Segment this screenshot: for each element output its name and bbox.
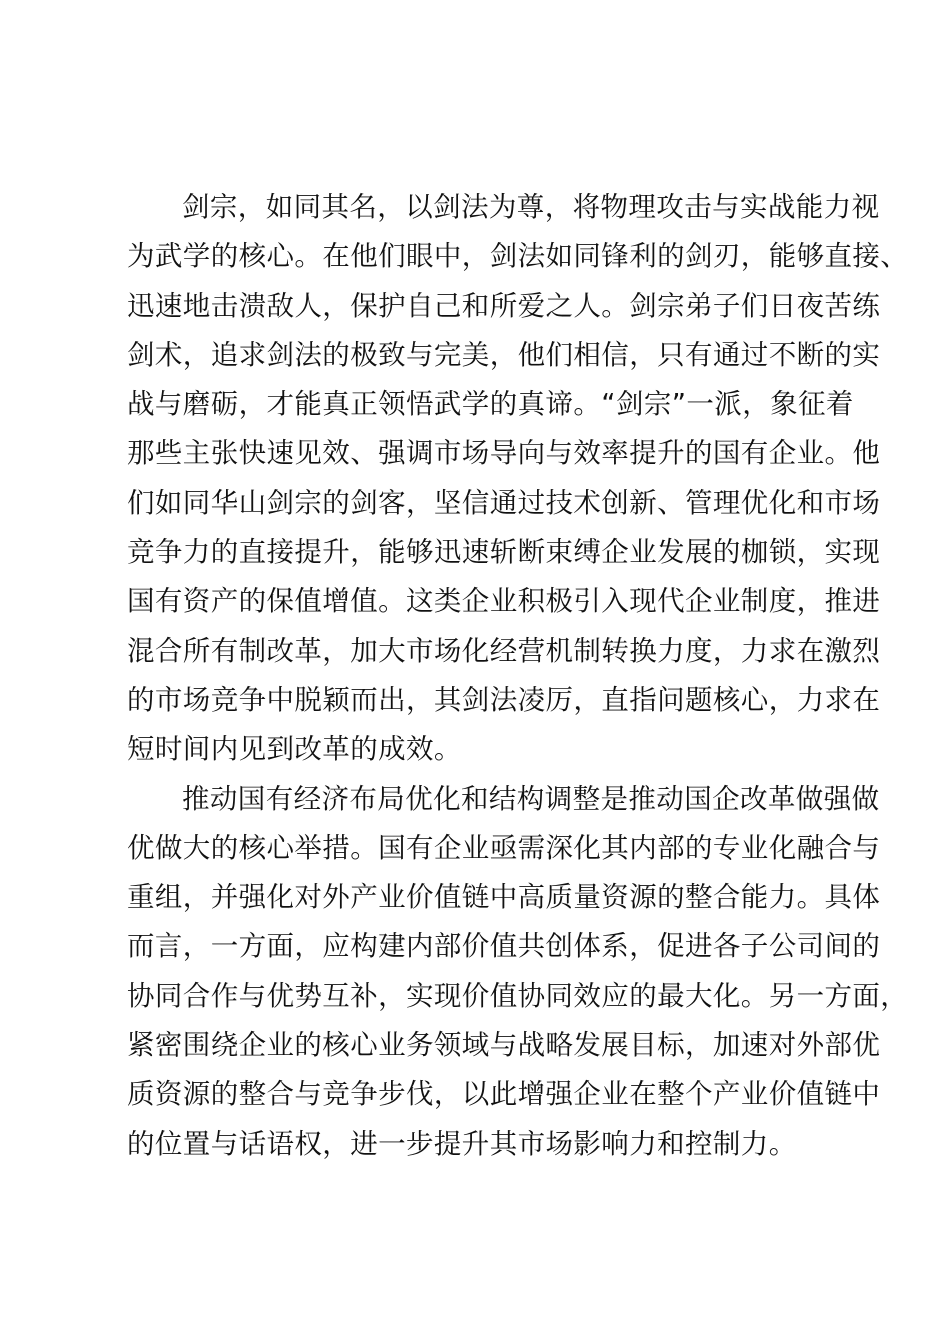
text-line: 优做大的核心举措。国有企业亟需深化其内部的专业化融合与 [127, 831, 881, 864]
text-line: 重组，并强化对外产业价值链中高质量资源的整合能力。具体 [127, 881, 881, 914]
text-line: 战与磨砺，才能真正领悟武学的真谛。“剑宗”一派，象征着 [127, 388, 854, 421]
text-line: 而言，一方面，应构建内部价值共创体系，促进各子公司间的 [127, 930, 881, 963]
text-line: 推动国有经济布局优化和结构调整是推动国企改革做强做 [182, 782, 880, 815]
text-line: 的市场竞争中脱颖而出，其剑法凌厉，直指问题核心，力求在 [127, 683, 881, 716]
text-line: 短时间内见到改革的成效。 [127, 733, 462, 766]
text-line: 紧密围绕企业的核心业务领域与战略发展目标，加速对外部优 [127, 1029, 881, 1062]
body-text [127, 183, 909, 1169]
text-line: 混合所有制改革，加大市场化经营机制转换力度，力求在激烈 [127, 634, 881, 667]
text-line: 的位置与话语权，进一步提升其市场影响力和控制力。 [127, 1127, 797, 1160]
text-line: 协同合作与优势互补，实现价值协同效应的最大化。另一方面， [127, 979, 909, 1012]
text-line: 竞争力的直接提升，能够迅速斩断束缚企业发展的枷锁，实现 [127, 536, 881, 569]
text-line: 们如同华山剑宗的剑客，坚信通过技术创新、管理优化和市场 [127, 486, 881, 519]
paragraph-2 [127, 775, 909, 1169]
text-line: 为武学的核心。在他们眼中，剑法如同锋利的剑刃，能够直接、 [127, 240, 909, 273]
paragraph-1 [127, 183, 909, 775]
text-line: 那些主张快速见效、强调市场导向与效率提升的国有企业。他 [127, 437, 881, 470]
text-line: 国有资产的保值增值。这类企业积极引入现代企业制度，推进 [127, 585, 881, 618]
text-line: 质资源的整合与竞争步伐，以此增强企业在整个产业价值链中 [127, 1078, 881, 1111]
text-line: 剑宗，如同其名，以剑法为尊，将物理攻击与实战能力视 [182, 191, 880, 223]
text-line: 剑术，追求剑法的极致与完美，他们相信，只有通过不断的实 [127, 338, 881, 371]
text-line: 迅速地击溃敌人，保护自己和所爱之人。剑宗弟子们日夜苦练 [127, 289, 881, 322]
